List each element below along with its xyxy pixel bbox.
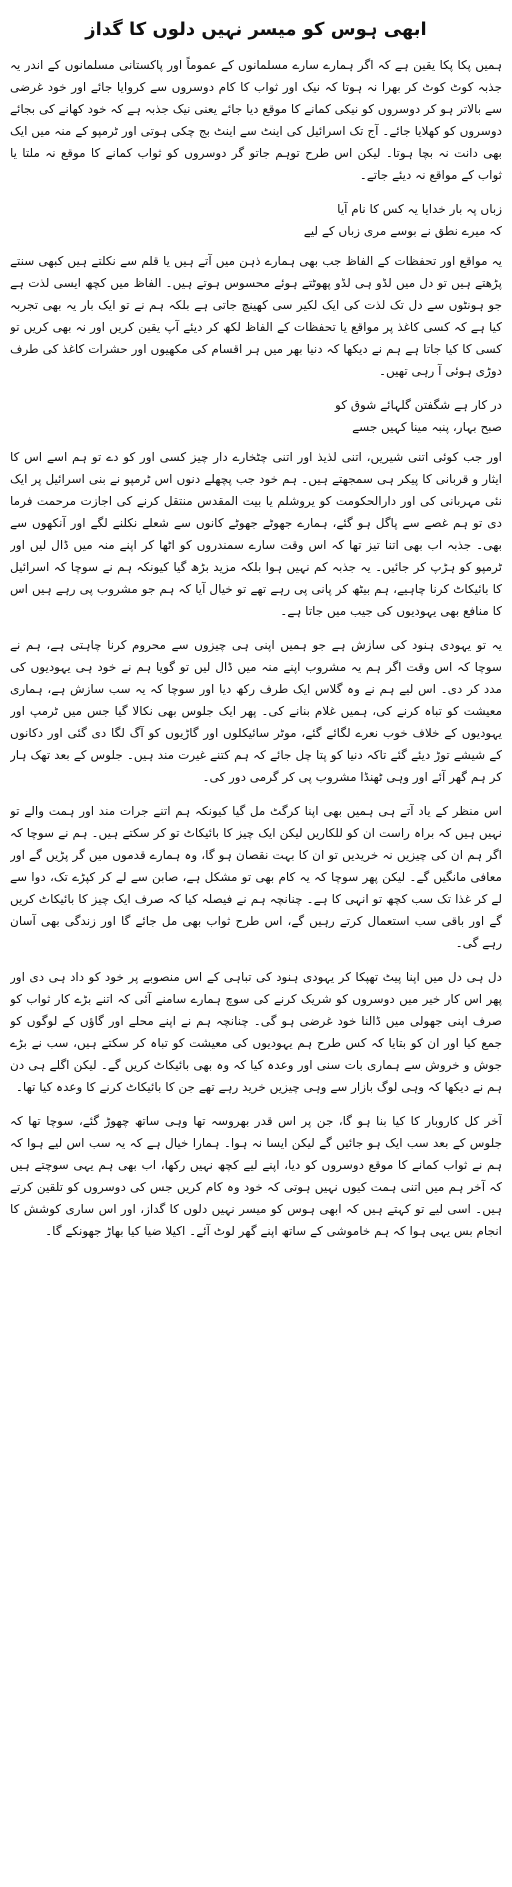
verse-line: در کار ہے شگفتن گلہائے شوق کو [335, 398, 502, 412]
article-title: ابھی ہوس کو میسر نہیں دلوں کا گداز [85, 19, 427, 40]
paragraph-6: دل ہی دل میں اپنا پیٹ تھپکا کر یہودی ہنود کی تباہی کے اس منصوبے پر خود کو داد ہی دی اور پھر اس کار خیر میں دوسروں کو شریک کرنے کی سوچ ہمارے سامنے آئی کہ اتنے بڑے کار ثواب کو صرف اپنی جھولی میں ڈالنا خود غرضی ہو گی۔ چنانچہ ہم نے اپنے محلے اور گاؤں کے لوگوں کو جمع کیا اور ان کو بتایا کہ کس طرح ہم یہودیوں کی معیشت کو تباہ کر سکتے ہیں، سب نے بڑے جوش و خروش سے ہماری بات سنی اور وعدہ کیا کہ وہ بھی بائیکاٹ کریں گے۔ لیکن اگلے ہی دن ہم نے دیکھا کہ وہی لوگ بازار سے وہی چیزیں خرید رہے تھے جن کا بائیکاٹ کرنے کا وعدہ کیا تھا۔ [10, 970, 502, 1094]
paragraph-1: ہمیں پکا پکا یقین ہے کہ اگر ہمارے سارے مسلمانوں کے عموماً اور پاکستانی مسلمانوں کے اندر یہ جذبہ کوٹ کوٹ کر بھرا نہ ہوتا کہ نیک اور ثواب کا کام دوسروں سے کروایا جائے اور خود غرضی سے بالاتر ہو کر دوسروں کو نیکی کمانے کا موقع دیا جائے یعنی نیک جذبہ ہے کہ خود کھانے کی بجائے دوسروں کو کھلایا جائے۔ آج تک اسرائیل کی اینٹ سے اینٹ بج چکی ہوتی اور ٹرمپو کے منہ میں ایک بھی دانت نہ بچا ہوتا۔ لیکن اس طرح توہم جاتو گر دوسروں کو ثواب کمانے کا موقع نہ ملتا یا ثواب کے مواقع نہ دیئے جاتے۔ [10, 58, 502, 182]
article [10, 10, 502, 1867]
verse-line: کہ میرے نطق نے بوسے مری زباں کے لیے [303, 224, 502, 238]
paragraph-4: یہ تو یہودی ہنود کی سازش ہے جو ہمیں اپنی ہی چیزوں سے محروم کرنا چاہتی ہے، ہم نے سوچا کہ اس وقت اگر ہم یہ مشروب اپنے منہ میں ڈال لیں تو گویا ہم نے خود ہی یہودیوں کی مدد کر دی۔ اس لیے ہم نے وہ گلاس ایک طرف رکھ دیا اور سوچا کہ یہ سب سازش ہے، ہماری معیشت کو تباہ کرنے کی، ہمیں غلام بنانے کی۔ پھر ایک جلوس بھی نکالا گیا جس میں ٹرمپ اور یہودیوں کے خلاف خوب نعرے لگائے گئے، موٹر سائیکلوں اور گاڑیوں کو آگ لگا دی گئی اور دکانوں کے شیشے توڑ دیئے گئے تاکہ دنیا کو پتا چل جائے کہ ہم کتنے غیرت مند ہیں۔ جلوس کے بعد تھک ہار کر ہم گھر آئے اور وہی ٹھنڈا مشروب پی کر گرمی دور کی۔ [10, 638, 502, 784]
verse-1 [10, 198, 502, 242]
verse-2 [10, 394, 502, 438]
verse-line: زباں پہ بار خدایا یہ کس کا نام آیا [337, 202, 502, 216]
verse-line: صبح بہار، پنبہ مینا کہیں جسے [352, 420, 502, 434]
paragraph-7: آخر کل کاروبار کا کیا بنا ہو گا، جن پر اس قدر بھروسہ تھا وہی ساتھ چھوڑ گئے، سوچا تھا کہ جلوس کے بعد سب ایک ہو جائیں گے لیکن ایسا نہ ہوا۔ ہمارا خیال ہے کہ یہ سب اس لیے ہوا کہ ہم نے ثواب کمانے کا موقع دوسروں کو دیا، اپنے لیے کچھ نہیں رکھا، اب بھی ہم یہی سوچتے ہیں کہ آخر ہم میں اتنی ہمت کیوں نہیں ہوتی کہ خود وہ کام کریں جس کی دوسروں کو تلقین کرتے ہیں۔ اسی لیے تو کہتے ہیں کہ ابھی ہوس کو میسر نہیں دلوں کا گداز، اور اس ساری کوشش کا انجام بس یہی ہوا کہ ہم خاموشی کے ساتھ اپنے گھر لوٹ آئے۔ اکیلا ضیا کیا بھاڑ جھونکے گا۔ [10, 1114, 502, 1238]
paragraph-3: اور جب کوئی اتنی شیریں، اتنی لذیذ اور اتنی چٹخارے دار چیز کسی اور کو دے تو ہم اسے اس کا ایثار و قربانی کا پیکر ہی سمجھتے ہیں۔ ہم خود جب پچھلے دنوں اس ٹرمپو نے بنی اسرائیل پر ایک نئی مہربانی کی اور دارالحکومت کو یروشلم یا بیت المقدس منتقل کرنے کی اجازت مرحمت فرما دی تو ہم غصے سے پاگل ہو گئے، ہمارے جھوٹے جھوٹے کانوں سے شعلے نکلنے لگے اور آنکھوں سے بھی۔ جذبہ اب بھی اتنا تیز تھا کہ اس وقت سارے سمندروں کو اٹھا کر اپنے منہ میں ڈال لیں اور ٹرمپو کو ہڑپ کر جائیں۔ یہ جذبہ کم نہیں ہوا بلکہ مزید بڑھ گیا کیونکہ ہم نے سوچا کہ اسرائیل کا بائیکاٹ کرنا چاہیے، ہم بیٹھ کر پانی پی رہے تھے تو خیال آیا کہ ہم جو مشروب پی رہے ہیں اس کا منافع بھی یہودیوں کی جیب میں جاتا ہے۔ [10, 450, 502, 618]
paragraph-5: اس منظر کے یاد آتے ہی ہمیں بھی اپنا کرگٹ مل گیا کیونکہ ہم اتنے جرات مند اور ہمت والے تو نہیں ہیں کہ براہ راست ان کو للکاریں لیکن ایک چیز کا بائیکاٹ تو کر سکتے ہیں۔ ہم نے سوچا کہ اگر ہم ان کی چیزیں نہ خریدیں تو ان کا بہت نقصان ہو گا، وہ ہمارے قدموں میں گر پڑیں گے اور معافی مانگیں گے۔ لیکن پھر سوچا کہ یہ کام بھی تو مشکل ہے، صابن سے لے کر کپڑے تک، دوا سے لے کر غذا تک سب کچھ تو انہی کا ہے۔ چنانچہ ہم نے فیصلہ کیا کہ صرف ایک چیز کا بائیکاٹ کریں گے اور باقی سب استعمال کرتے رہیں گے، اس طرح ثواب بھی مل جائے گا اور زندگی بھی آسان رہے گی۔ [10, 804, 502, 950]
paragraph-2: یہ مواقع اور تحفظات کے الفاظ جب بھی ہمارے ذہن میں آتے ہیں یا قلم سے نکلتے ہیں کبھی سنتے پڑھتے ہیں تو دل میں لڈو ہی لڈو پھوٹتے ہوئے محسوس ہوتے ہیں۔ الفاظ میں کچھ ایسی لذت ہے جو ہونٹوں سے دل تک لذت کی ایک لکیر سی کھینچ جاتی ہے بلکہ ہم نے تو ایک بار یہ بھی تجربہ کیا ہے کہ کسی کاغذ پر مواقع یا تحفظات کے الفاظ لکھ کر دیئے آپ یقین کریں اور نہ بھی کریں تو کسی کا کیا جاتا ہے ہم نے دیکھا کہ دنیا بھر میں ہر اقسام کی مکھیوں اور حشرات کاغذ کی طرف دوڑی ہوئی آ رہی تھیں۔ [10, 254, 502, 378]
